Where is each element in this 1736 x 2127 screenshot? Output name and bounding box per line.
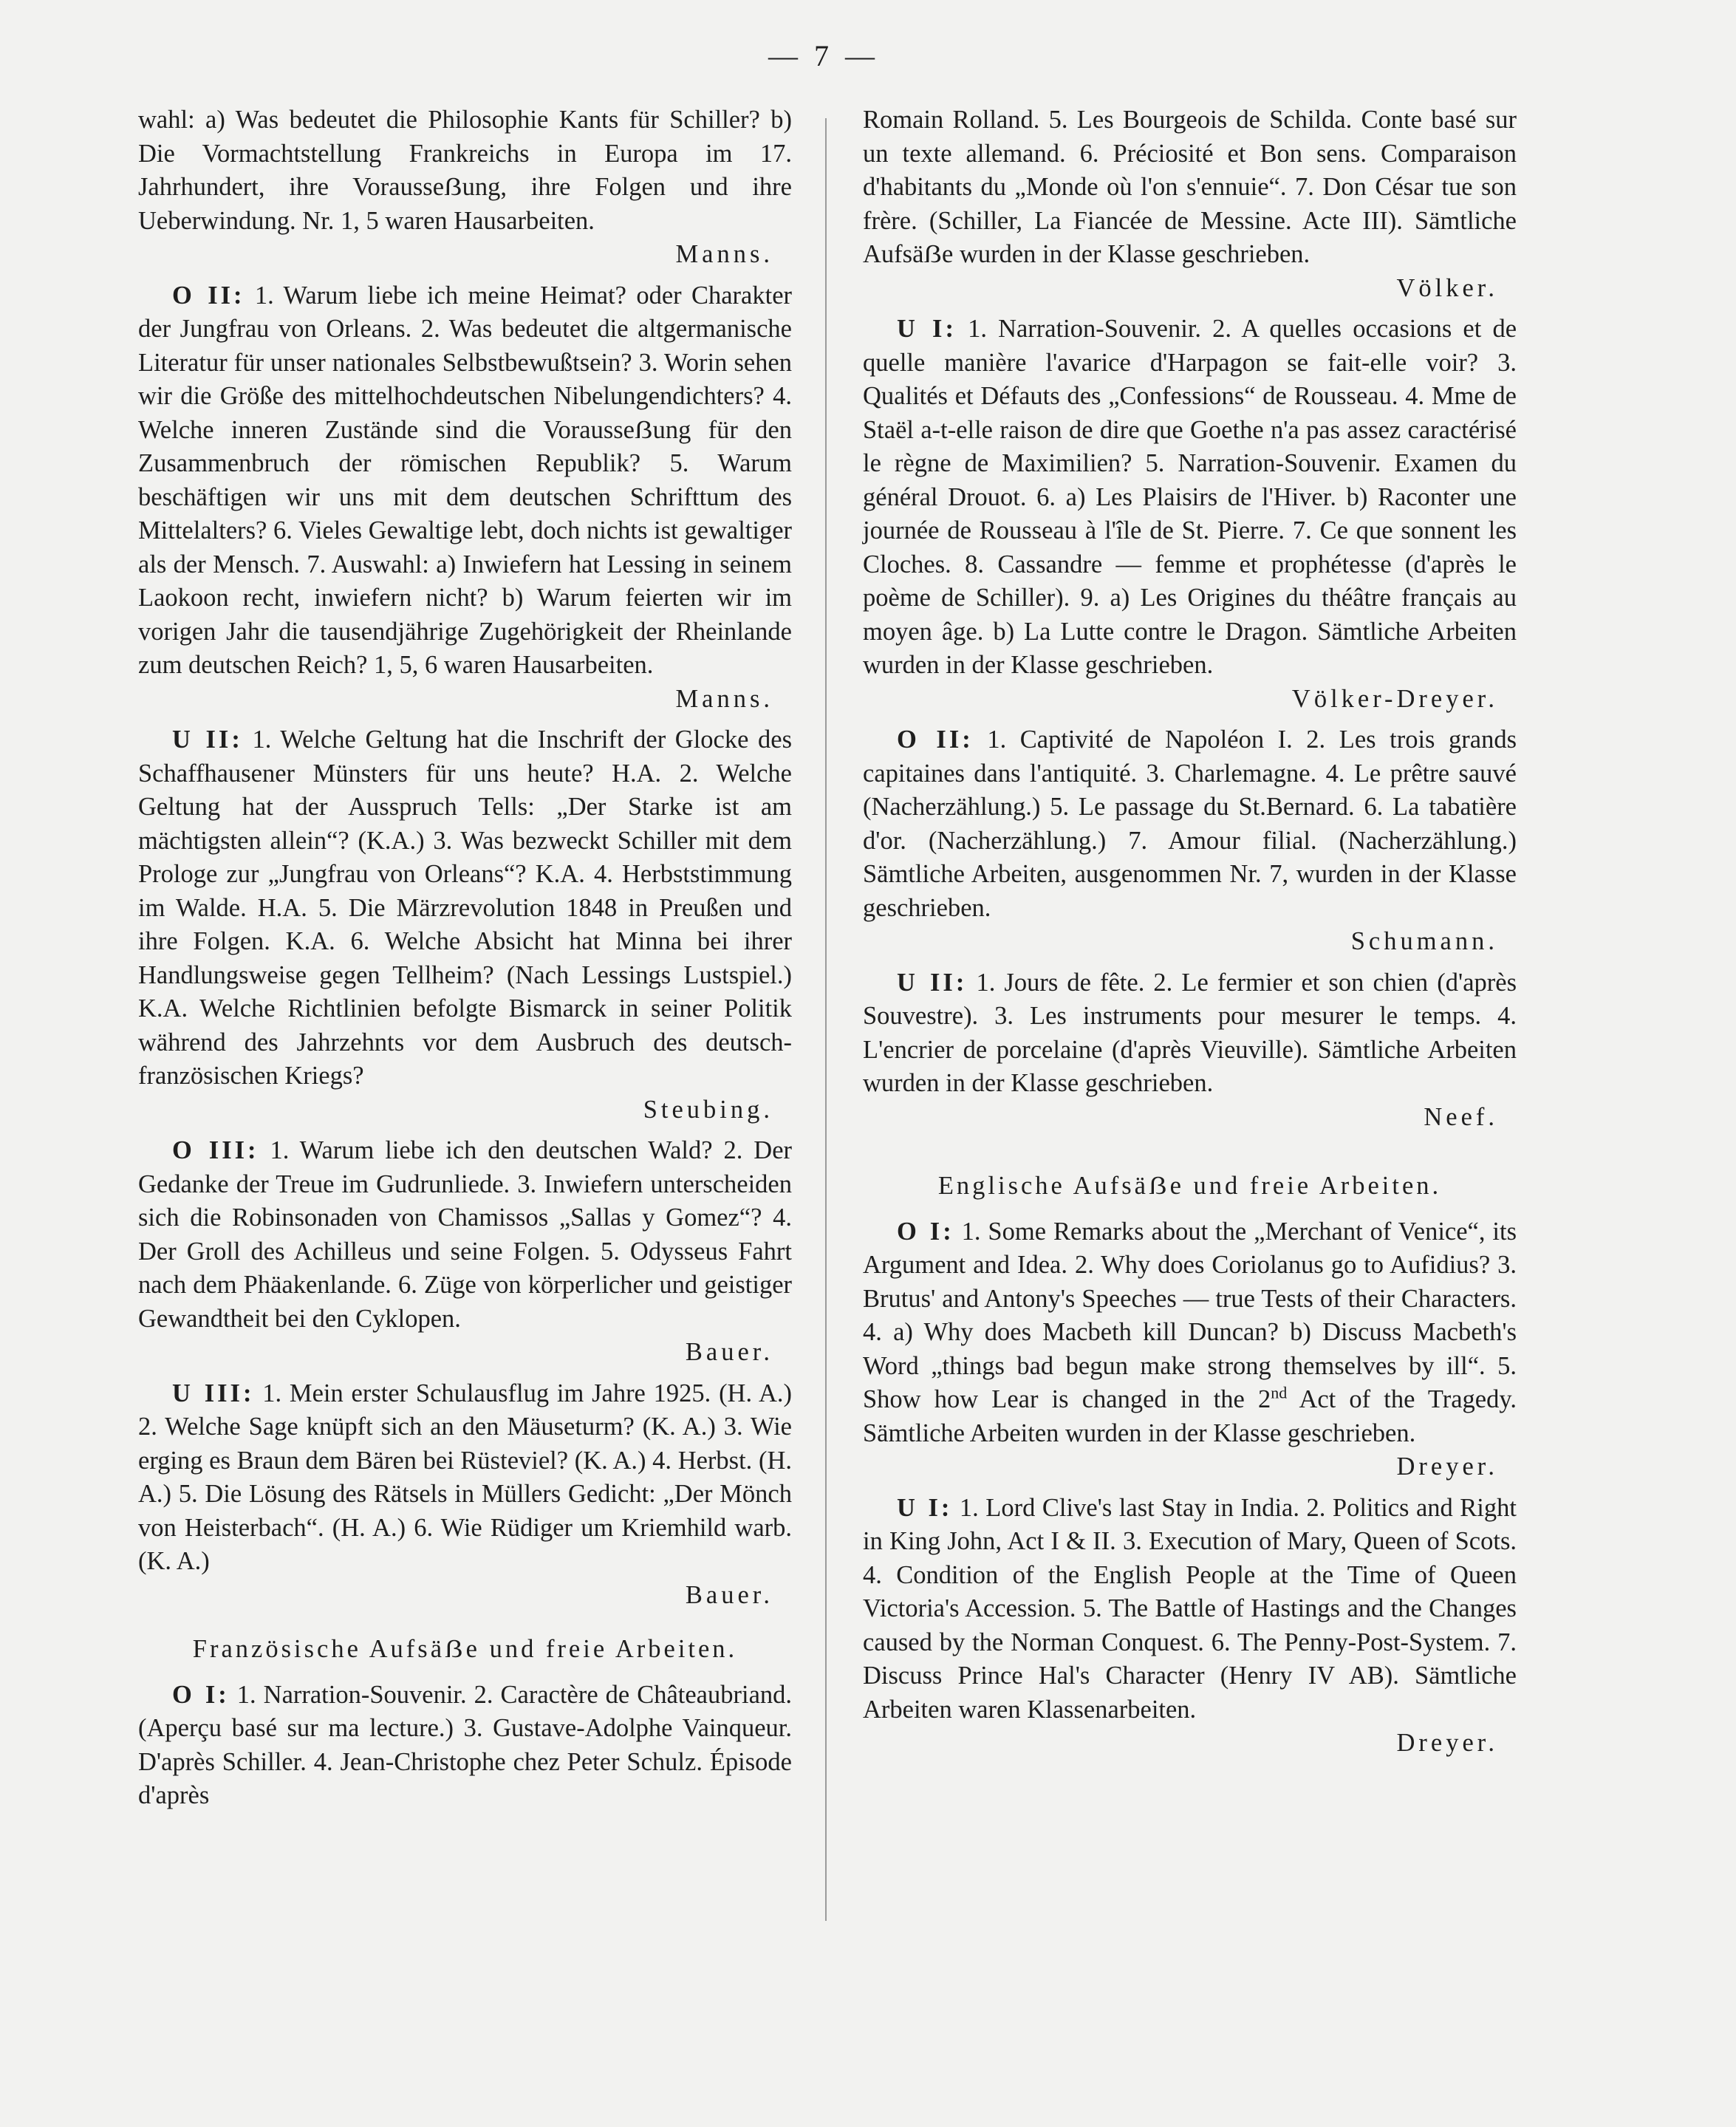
class-label: O I: xyxy=(897,1217,954,1246)
teacher-signature: Völker. xyxy=(1396,273,1498,302)
paragraph-text: 1. Captivité de Napoléon I. 2. Les trois grands capitaines dans l'antiquité. 3. Charlemagne. 4. Le prêtre sauvé (Nacherzählung.) 5. Le passage du St.Bernard. 6. La tabatière d'or. (Nacherzählung.) 7. Amour filial. (Nacherzählung.) Sämtliche Arbeiten, ausgenommen Nr. 7, wurden in der Klasse geschrieben. xyxy=(863,725,1517,922)
right-column xyxy=(863,103,1517,1768)
teacher-signature: Manns. xyxy=(675,240,773,268)
paragraph-text: 1. Warum liebe ich meine Heimat? oder Charakter der Jungfrau von Orleans. 2. Was bedeutet die altgermanische Literatur für unser nationales Selbstbewußtsein? 3. Worin sehen wir die Größe des mittelhochdeutschen Nibelungendichters? 4. Welche inneren Zustände sind die Vorausseẞung für den Zusammenbruch der römischen Republik? 5. Warum beschäftigen wir uns mit dem deutschen Schrifttum des Mittelalters? 6. Vieles Gewaltige lebt, doch nichts ist gewaltiger als der Mensch. 7. Auswahl: a) Inwiefern hat Lessing in seinem Laokoon recht, inwiefern nicht? b) Warum feierten wir im vorigen Jahr die tausendjährige Zugehörigkeit der Rheinlande zum deutschen Reich? 1, 5, 6 waren Hausarbeiten. xyxy=(138,281,792,679)
class-label: O II: xyxy=(172,281,245,310)
paragraph-text: 1. Welche Geltung hat die Inschrift der Glocke des Schaffhausener Münsters für uns heute? H.A. 2. Welche Geltung hat der Ausspruch Tells: „Der Starke ist am mächtigsten allein“? (K.A.) 3. Was bezweckt Schiller mit dem Prologe zur „Jungfrau von Orleans“? K.A. 4. Herbststimmung im Walde. H.A. 5. Die Märzrevolution 1848 in Preußen und ihre Folgen. K.A. 6. Welche Absicht hat Minna bei ihrer Handlungsweise gegen Tellheim? (Nach Lessings Lustspiel.) K.A. Welche Richtlinien befolgte Bismarck in seiner Politik während des Jahrzehnts vor dem Ausbruch des deutsch-französischen Kriegs? xyxy=(138,725,793,1090)
paragraph-french-oberprima xyxy=(138,1679,792,1813)
paragraph-text: 1. Jours de fête. 2. Le fermier et son chien (d'après Souvestre). 3. Les instruments pour mesurer le temps. 4. L'encrier de porcelaine (d'après Vieuville). Sämtliche Arbeiten wurden in der Klasse geschrieben. xyxy=(863,968,1517,1097)
paragraph-text: 1. Mein erster Schulausflug im Jahre 1925. (H. A.) 2. Welche Sage knüpft sich an den Mäuseturm? (K. A.) 3. Wie erging es Braun dem Bären bei Rüsteviel? (K. A.) 4. Herbst. (H. A.) 5. Die Lösung des Rätsels in Müllers Gedicht: „Der Mönch von Heisterbach“. (H. A.) 6. Wie Rüdiger um Kriemhild warb. (K. A.) xyxy=(138,1379,793,1575)
class-label: U II: xyxy=(897,968,968,997)
teacher-signature: Bauer. xyxy=(685,1338,773,1366)
teacher-signature: Dreyer. xyxy=(1396,1729,1498,1757)
class-label: U III: xyxy=(172,1379,255,1407)
paragraph-text: 1. Warum liebe ich den deutschen Wald? 2. Der Gedanke der Treue im Gudrunliede. 3. Inwiefern unterscheiden sich die Robinsonaden von Chamissos „Sallas y Gomez“? 4. Der Groll des Achilleus und seine Folgen. 5. Odysseus Fahrt nach dem Phäakenlande. 6. Züge von körperlicher und geistiger Gewandtheit bei den Cyklopen. xyxy=(138,1136,793,1333)
teacher-signature: Völker-Dreyer. xyxy=(1291,684,1498,713)
paragraph-english-unterprima xyxy=(863,1492,1517,1761)
section-heading-french: Französische Aufsäẞe und freie Arbeiten. xyxy=(192,1635,738,1663)
ordinal-suffix: nd xyxy=(1271,1383,1288,1402)
paragraph-prima-continued xyxy=(138,103,792,272)
teacher-signature: Bauer. xyxy=(685,1580,773,1609)
teacher-signature: Neef. xyxy=(1424,1102,1498,1131)
class-label: U I: xyxy=(897,315,957,343)
page-number: — 7 — xyxy=(768,39,879,72)
paragraph-english-oberprima xyxy=(863,1215,1517,1484)
paragraph-untertertia xyxy=(138,1377,792,1613)
paragraph-french-obersekunda xyxy=(863,723,1517,959)
left-column xyxy=(138,103,792,1820)
class-label: O II: xyxy=(897,725,974,754)
paragraph-french-unterprima xyxy=(863,313,1517,716)
paragraph-text: Romain Rolland. 5. Les Bourgeois de Schilda. Conte basé sur un texte allemand. 6. Préciosité et Bon sens. Comparaison d'habitants du „Monde où l'on s'ennuie“. 7. Don César tue son frère. (Schiller, La Fiancée de Messine. Acte III). Sämtliche Aufsäẞe wurden in der Klasse geschrieben. xyxy=(863,106,1517,268)
teacher-signature: Schumann. xyxy=(1350,927,1498,955)
teacher-signature: Steubing. xyxy=(643,1095,773,1124)
section-heading-english: Englische Aufsäẞe und freie Arbeiten. xyxy=(937,1172,1442,1200)
paragraph-obertertia xyxy=(138,1134,792,1370)
teacher-signature: Manns. xyxy=(675,684,773,713)
paragraph-text: wahl: a) Was bedeutet die Philosophie Kants für Schiller? b) Die Vormachtstellung Frankreichs in Europa im 17. Jahrhundert, ihre Vorausseẞung, ihre Folgen und ihre Ueberwindung. Nr. 1, 5 waren Hausarbeiten. xyxy=(138,106,792,235)
paragraph-text: 1. Some Remarks about the „Merchant of Venice“, its Argument and Idea. 2. Why does Coriolanus go to Aufidius? 3. Brutus' and Antony's Speeches — true Tests of their Characters. 4. a) Why does Macbeth kill Duncan? b) Discuss Macbeth's Word „things bad begun make strong themselves by ill“. 5. Show how Lear is changed in the 2 xyxy=(863,1217,1517,1413)
paragraph-text: 1. Narration-Souvenir. 2. Caractère de Châteaubriand. (Aperçu basé sur ma lecture.) 3. Gustave-Adolphe Vainqueur. D'après Schiller. 4. Jean-Christophe chez Peter Schulz. Épisode d'après xyxy=(138,1680,793,1809)
class-label: O III: xyxy=(172,1136,259,1164)
class-label: O I: xyxy=(172,1680,230,1709)
paragraph-text-continued: Act of the Tragedy. Sämtliche Arbeiten wurden in der Klasse geschrieben. xyxy=(863,1385,1517,1447)
paragraph-untersekunda xyxy=(138,723,792,1127)
column-divider xyxy=(825,118,827,1921)
paragraph-french-untersekunda xyxy=(863,966,1517,1135)
paragraph-french-oberprima-continued xyxy=(863,103,1517,305)
teacher-signature: Dreyer. xyxy=(1396,1452,1498,1481)
class-label: U I: xyxy=(897,1493,953,1522)
paragraph-text: 1. Lord Clive's last Stay in India. 2. Politics and Right in King John, Act I & II. 3. Execution of Mary, Queen of Scots. 4. Condition of the English People at the Time of Queen Victoria's Accession. 5. The Battle of Hastings and the Changes caused by the Norman Conquest. 6. The Penny-Post-System. 7. Discuss Prince Hal's Character (Henry IV AB). Sämtliche Arbeiten waren Klassenarbeiten. xyxy=(863,1493,1517,1724)
paragraph-text: 1. Narration-Souvenir. 2. A quelles occasions et de quelle manière l'avarice d'Harpagon se fait-elle voir? 3. Qualités et Défauts des „Confessions“ de Rousseau. 4. Mme de Staël a-t-elle raison de dire que Goethe n'a pas assez caractérisé le règne de Maximilien? 5. Narration-Souvenir. Examen du général Drouot. 6. a) Les Plaisirs de l'Hiver. b) Raconter une journée de Rousseau à l'île de St. Pierre. 7. Ce que sonnent les Cloches. 8. Cassandre — femme et prophétesse (d'après le poème de Schiller). 9. a) Les Origines du théâtre français au moyen âge. b) La Lutte contre le Dragon. Sämtliche Arbeiten wurden in der Klasse geschrieben. xyxy=(863,315,1517,679)
paragraph-obersekunda xyxy=(138,279,792,717)
class-label: U II: xyxy=(172,725,243,754)
